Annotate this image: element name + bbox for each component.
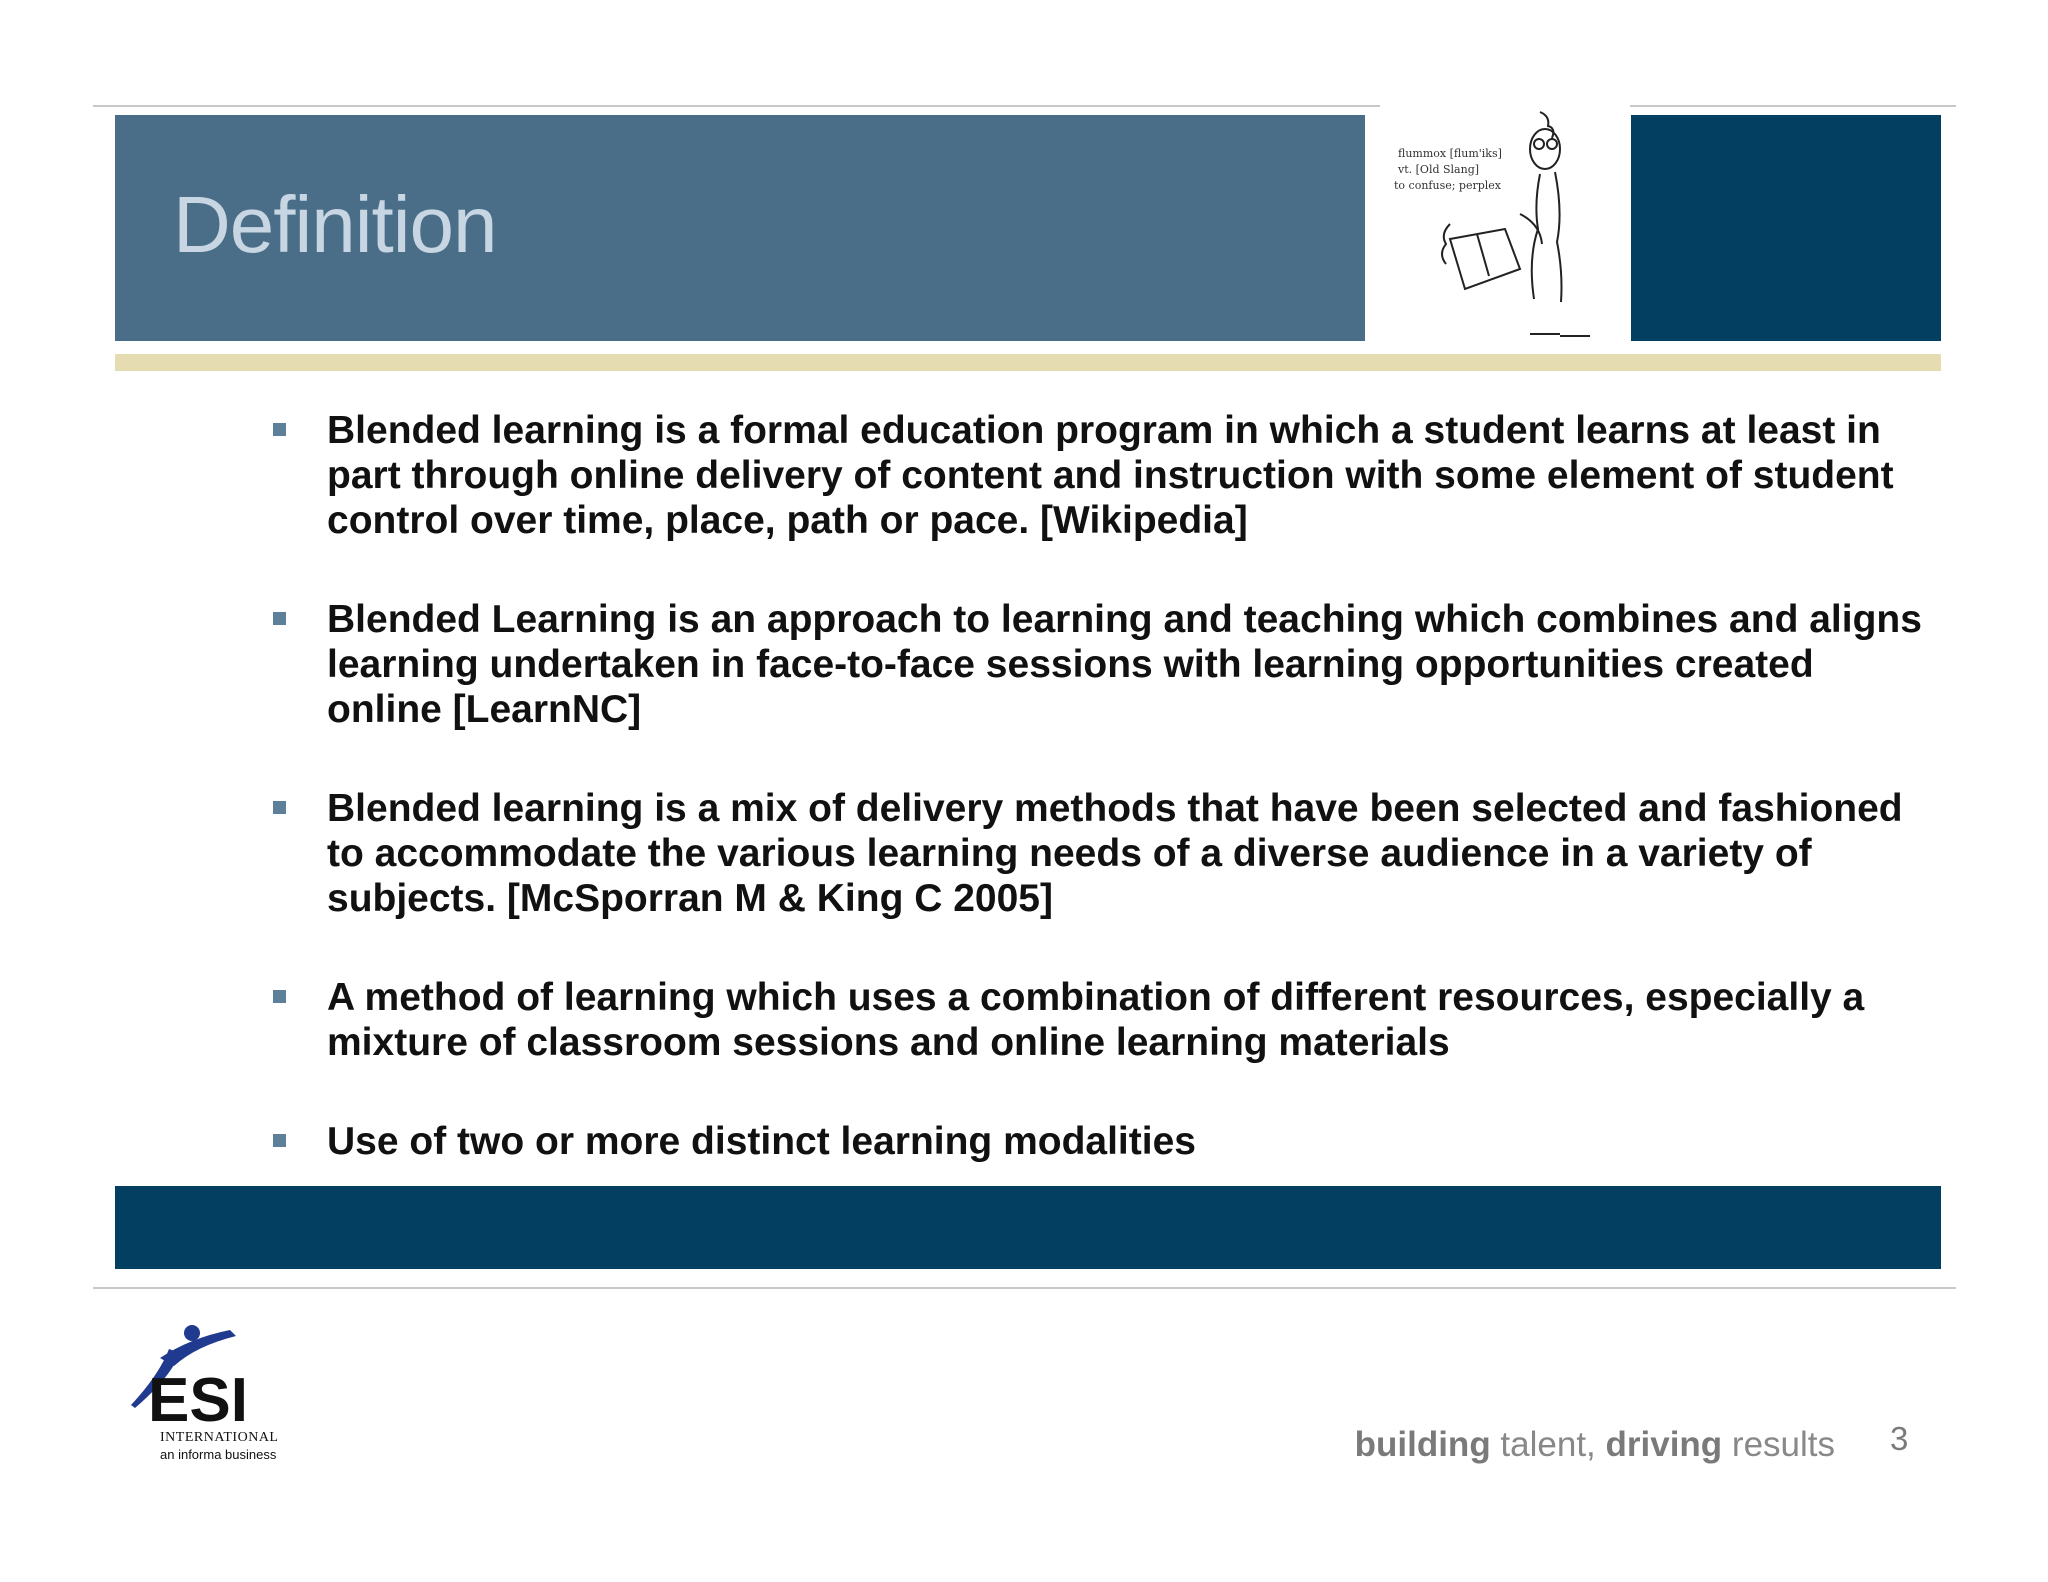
bullet-marker: [273, 990, 286, 1003]
logo-tagline: an informa business: [160, 1447, 277, 1462]
list-item: [270, 975, 1930, 1065]
cartoon-caption-line1: flummox [flum'iks]: [1398, 147, 1502, 160]
tagline-building: building: [1354, 1425, 1491, 1464]
slide-title: Definition: [173, 180, 497, 269]
cartoon-caption-line2: vt. [Old Slang]: [1398, 163, 1480, 176]
title-accent-block: [1631, 115, 1941, 341]
bullet-text: Blended learning is a formal education program in which a student learns at least in part through online delivery of content and instruction with some element of student control over time, place, path or pace. [Wikipedia]: [327, 409, 1894, 542]
list-item: [270, 786, 1930, 921]
logo-wordmark: ESI: [148, 1366, 248, 1435]
bullet-marker: [273, 801, 286, 814]
cartoon-caption-line3: to confuse; perplex: [1394, 179, 1502, 192]
tagline-results: results: [1722, 1425, 1835, 1464]
bullet-text: Blended Learning is an approach to learning and teaching which combines and aligns learning undertaken in face-to-face sessions with learning opportunities created online [LearnNC]: [327, 598, 1922, 731]
list-item: [270, 1119, 1930, 1164]
bullet-list: [270, 408, 1930, 1164]
bottom-divider: [93, 1287, 1956, 1289]
tagline-talent: talent,: [1490, 1425, 1606, 1464]
top-divider: [93, 105, 1956, 107]
bullet-marker: [273, 423, 286, 436]
list-item: [270, 408, 1930, 543]
bullet-text: Blended learning is a mix of delivery methods that have been selected and fashioned to accommodate the various learning needs of a diverse audience in a variety of subjects. [McSporran M & King C 2005]: [327, 787, 1903, 920]
cartoon-illustration: [1380, 104, 1630, 349]
title-underline: [115, 354, 1941, 371]
page-number: 3: [1890, 1420, 1909, 1457]
bullet-marker: [273, 612, 286, 625]
bullet-marker: [273, 1134, 286, 1147]
footer-band: [115, 1186, 1941, 1269]
bullet-text: Use of two or more distinct learning modalities: [327, 1120, 1196, 1163]
bullet-text: A method of learning which uses a combination of different resources, especially a mixture of classroom sessions and online learning materials: [327, 976, 1865, 1064]
tagline-driving: driving: [1605, 1425, 1723, 1464]
footer-tagline: [1355, 1425, 1835, 1465]
title-bar: [115, 115, 1365, 341]
list-item: [270, 597, 1930, 732]
logo-subtitle: INTERNATIONAL: [160, 1430, 279, 1445]
esi-logo: [120, 1313, 310, 1463]
